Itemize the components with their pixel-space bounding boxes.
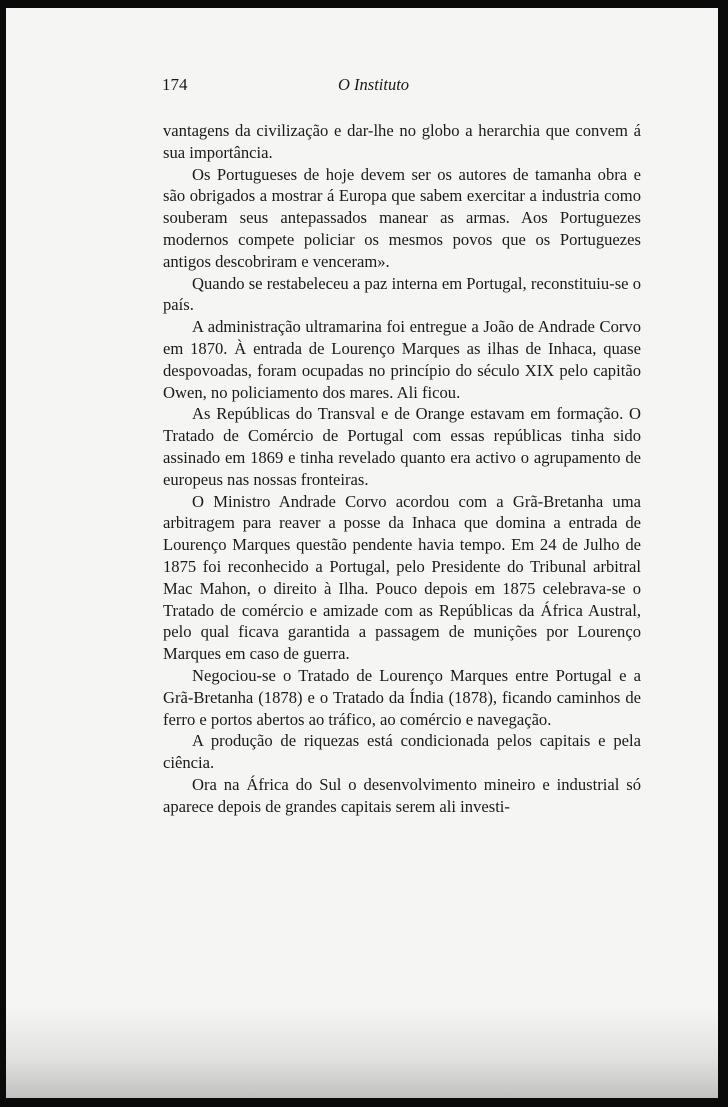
paragraph: As Repúblicas do Transval e de Orange estavam em formação. O Tratado de Comércio de Portugal com essas repúblicas tinha sido assinado em 1869 e tinha revelado quanto era activo o agrupamento de europeus nas nossas fronteiras. <box>163 404 641 489</box>
paragraph: Ora na África do Sul o desenvolvimento mineiro e industrial só aparece depois de grandes capitais serem ali investi- <box>163 774 641 816</box>
paragraph: A produção de riquezas está condicionada pelos capitais e pela ciência. <box>163 731 641 773</box>
body-text <box>163 120 641 818</box>
paragraph: Negociou-se o Tratado de Lourenço Marques entre Portugal e a Grã-Bretanha (1878) e o Tratado da Índia (1878), ficando caminhos de ferro e portos abertos ao tráfico, ao comércio e navegação. <box>163 665 641 729</box>
page-number: 174 <box>162 75 188 94</box>
book-page <box>6 8 718 1098</box>
paragraph: vantagens da civilização e dar-lhe no globo a herarchia que convem á sua importância. <box>163 121 641 162</box>
running-title: O Instituto <box>338 75 410 94</box>
paragraph: Quando se restabeleceu a paz interna em Portugal, reconstituiu-se o país. <box>163 273 641 315</box>
paragraph: A administração ultramarina foi entregue a João de Andrade Corvo em 1870. À entrada de Lourenço Marques as ilhas de Inhaca, quase despovoadas, foram ocupadas no princípio do século XIX pelo capitão Owen, no policiamento dos mares. Ali ficou. <box>163 317 641 402</box>
page-header <box>162 75 448 99</box>
bottom-scan-shadow <box>6 1008 718 1098</box>
paragraph: O Ministro Andrade Corvo acordou com a Grã-Bretanha uma arbitragem para reaver a posse da Inhaca que domina a entrada de Lourenço Marques questão pendente havia tempo. Em 24 de Julho de 1875 foi reconhecido a Portugal, pelo Presidente do Tribunal arbitral Mac Mahon, o direito à Ilha. Pouco depois em 1875 celebrava-se o Tratado de comércio e amizade com as Repúblicas da África Austral, pelo qual ficava garantida a passagem de munições por Lourenço Marques em caso de guerra. <box>163 491 641 664</box>
paragraph: Os Portugueses de hoje devem ser os autores de tamanha obra e são obrigados a mostrar á Europa que sabem exercitar a industria como souberam seus antepassados manear as armas. Aos Portuguezes modernos compete policiar os mesmos povos que os Portuguezes antigos descobriram e venceram». <box>163 164 641 271</box>
